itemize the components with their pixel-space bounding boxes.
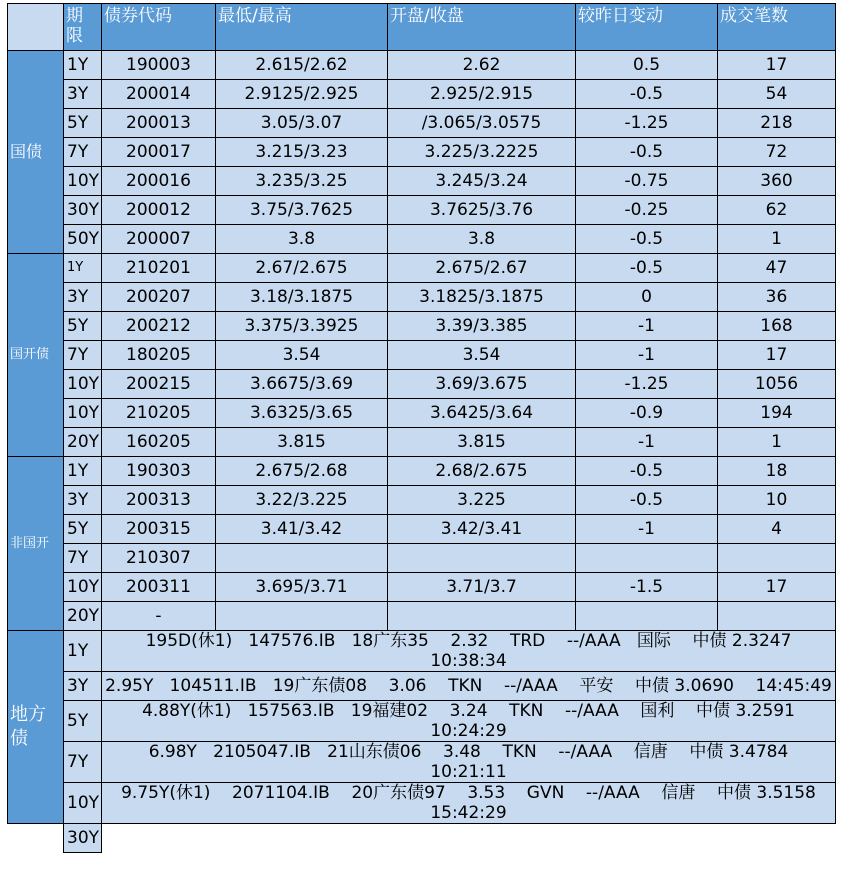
- period-cell: 20Y: [64, 428, 102, 457]
- change-cell: -0.25: [576, 196, 718, 225]
- code-cell: 200017: [102, 138, 216, 167]
- volume-cell: 10: [718, 486, 836, 515]
- period-cell: 30Y: [64, 824, 102, 853]
- lowhigh-cell: [216, 544, 388, 573]
- table-row: [8, 672, 836, 701]
- openclose-cell: 3.42/3.41: [388, 515, 576, 544]
- category-label: 国开债: [8, 254, 64, 457]
- lowhigh-cell: 2.67/2.675: [216, 254, 388, 283]
- lowhigh-cell: 2.9125/2.925: [216, 80, 388, 109]
- table-row: [8, 370, 836, 399]
- table-row: [8, 742, 836, 783]
- table-row: [8, 51, 836, 80]
- header-code: 债券代码: [102, 4, 216, 51]
- change-cell: 0.5: [576, 51, 718, 80]
- header-change: 较昨日变动: [576, 4, 718, 51]
- change-cell: -1: [576, 312, 718, 341]
- openclose-cell: /3.065/3.0575: [388, 109, 576, 138]
- period-cell: 3Y: [64, 486, 102, 515]
- table-row: [8, 824, 836, 853]
- change-cell: -0.5: [576, 225, 718, 254]
- openclose-cell: 3.71/3.7: [388, 573, 576, 602]
- period-cell: 3Y: [64, 283, 102, 312]
- change-cell: -0.5: [576, 254, 718, 283]
- blank-cell: [102, 824, 836, 853]
- change-cell: -0.5: [576, 80, 718, 109]
- period-cell: 1Y: [64, 254, 102, 283]
- lowhigh-cell: 3.215/3.23: [216, 138, 388, 167]
- table-row: [8, 80, 836, 109]
- volume-cell: 194: [718, 399, 836, 428]
- code-cell: -: [102, 602, 216, 631]
- lowhigh-cell: 3.375/3.3925: [216, 312, 388, 341]
- lowhigh-cell: 3.05/3.07: [216, 109, 388, 138]
- volume-cell: 17: [718, 341, 836, 370]
- change-cell: 0: [576, 283, 718, 312]
- volume-cell: 360: [718, 167, 836, 196]
- period-cell: 7Y: [64, 742, 102, 783]
- header-openclose: 开盘/收盘: [388, 4, 576, 51]
- table-row: [8, 399, 836, 428]
- period-cell: 10Y: [64, 370, 102, 399]
- header-row: [8, 4, 836, 51]
- change-cell: -0.5: [576, 457, 718, 486]
- change-cell: [576, 602, 718, 631]
- period-cell: 10Y: [64, 399, 102, 428]
- table-row: [8, 602, 836, 631]
- lowhigh-cell: 3.695/3.71: [216, 573, 388, 602]
- volume-cell: [718, 544, 836, 573]
- lowhigh-cell: 3.18/3.1875: [216, 283, 388, 312]
- volume-cell: 72: [718, 138, 836, 167]
- period-cell: 1Y: [64, 51, 102, 80]
- lowhigh-cell: 3.75/3.7625: [216, 196, 388, 225]
- volume-cell: 168: [718, 312, 836, 341]
- code-cell: 210201: [102, 254, 216, 283]
- period-cell: 10Y: [64, 783, 102, 824]
- blank-cell: [8, 824, 64, 853]
- change-cell: -1.25: [576, 109, 718, 138]
- lowhigh-cell: 3.235/3.25: [216, 167, 388, 196]
- volume-cell: 17: [718, 51, 836, 80]
- bond-trading-table: [7, 3, 836, 853]
- change-cell: [576, 544, 718, 573]
- code-cell: 210205: [102, 399, 216, 428]
- category-label: 非国开: [8, 457, 64, 631]
- period-cell: 5Y: [64, 701, 102, 742]
- openclose-cell: 3.245/3.24: [388, 167, 576, 196]
- code-cell: 190303: [102, 457, 216, 486]
- period-cell: 1Y: [64, 457, 102, 486]
- code-cell: 200212: [102, 312, 216, 341]
- openclose-cell: [388, 544, 576, 573]
- local-bond-info: 4.88Y(休1) 157563.IB 19福建02 3.24 TKN --/AAA 国利 中债 3.2591 10:24:29: [102, 701, 836, 742]
- openclose-cell: 3.7625/3.76: [388, 196, 576, 225]
- change-cell: -0.9: [576, 399, 718, 428]
- table-row: [8, 486, 836, 515]
- volume-cell: [718, 602, 836, 631]
- table-row: [8, 167, 836, 196]
- openclose-cell: 2.68/2.675: [388, 457, 576, 486]
- change-cell: -1: [576, 515, 718, 544]
- table-row: [8, 196, 836, 225]
- code-cell: 180205: [102, 341, 216, 370]
- header-lowhigh: 最低/最高: [216, 4, 388, 51]
- local-bond-info: 6.98Y 2105047.IB 21山东债06 3.48 TKN --/AAA 信唐 中债 3.4784 10:21:11: [102, 742, 836, 783]
- table-row: [8, 457, 836, 486]
- table-row: [8, 225, 836, 254]
- change-cell: -0.75: [576, 167, 718, 196]
- local-bond-info: 9.75Y(休1) 2071104.IB 20广东债97 3.53 GVN --/AAA 信唐 中债 3.5158 15:42:29: [102, 783, 836, 824]
- change-cell: -1.25: [576, 370, 718, 399]
- lowhigh-cell: 3.815: [216, 428, 388, 457]
- code-cell: 200014: [102, 80, 216, 109]
- openclose-cell: 3.39/3.385: [388, 312, 576, 341]
- period-cell: 5Y: [64, 109, 102, 138]
- code-cell: 200313: [102, 486, 216, 515]
- openclose-cell: [388, 602, 576, 631]
- code-cell: 200016: [102, 167, 216, 196]
- period-cell: 30Y: [64, 196, 102, 225]
- openclose-cell: 3.225: [388, 486, 576, 515]
- openclose-cell: 3.8: [388, 225, 576, 254]
- header-period: 期限: [64, 4, 102, 51]
- code-cell: 200013: [102, 109, 216, 138]
- table-row: [8, 428, 836, 457]
- volume-cell: 36: [718, 283, 836, 312]
- lowhigh-cell: 3.6325/3.65: [216, 399, 388, 428]
- header-corner: [8, 4, 64, 51]
- table-row: [8, 515, 836, 544]
- local-bond-info: 195D(休1) 147576.IB 18广东35 2.32 TRD --/AAA 国际 中债 2.3247 10:38:34: [102, 631, 836, 672]
- openclose-cell: 3.54: [388, 341, 576, 370]
- period-cell: 7Y: [64, 341, 102, 370]
- code-cell: 210307: [102, 544, 216, 573]
- lowhigh-cell: 3.6675/3.69: [216, 370, 388, 399]
- code-cell: 200311: [102, 573, 216, 602]
- period-cell: 20Y: [64, 602, 102, 631]
- period-cell: 10Y: [64, 167, 102, 196]
- code-cell: 200215: [102, 370, 216, 399]
- code-cell: 200207: [102, 283, 216, 312]
- table-row: [8, 283, 836, 312]
- change-cell: -1.5: [576, 573, 718, 602]
- lowhigh-cell: 3.22/3.225: [216, 486, 388, 515]
- volume-cell: 47: [718, 254, 836, 283]
- category-label: 国债: [8, 51, 64, 254]
- code-cell: 200007: [102, 225, 216, 254]
- volume-cell: 1: [718, 428, 836, 457]
- table-row: [8, 783, 836, 824]
- header-volume: 成交笔数: [718, 4, 836, 51]
- lowhigh-cell: 2.675/2.68: [216, 457, 388, 486]
- lowhigh-cell: [216, 602, 388, 631]
- table-row: [8, 341, 836, 370]
- openclose-cell: 3.6425/3.64: [388, 399, 576, 428]
- code-cell: 190003: [102, 51, 216, 80]
- period-cell: 50Y: [64, 225, 102, 254]
- period-cell: 5Y: [64, 312, 102, 341]
- table-row: [8, 109, 836, 138]
- volume-cell: 4: [718, 515, 836, 544]
- period-cell: 5Y: [64, 515, 102, 544]
- table-row: [8, 573, 836, 602]
- table-row: [8, 631, 836, 672]
- table-row: [8, 544, 836, 573]
- openclose-cell: 3.815: [388, 428, 576, 457]
- period-cell: 7Y: [64, 544, 102, 573]
- change-cell: -1: [576, 428, 718, 457]
- table-row: [8, 701, 836, 742]
- table-row: [8, 138, 836, 167]
- lowhigh-cell: 3.54: [216, 341, 388, 370]
- table-row: [8, 312, 836, 341]
- local-bond-info: 2.95Y 104511.IB 19广东债08 3.06 TKN --/AAA 平安 中债 3.0690 14:45:49: [102, 672, 836, 701]
- category-label: 地方债: [8, 631, 64, 824]
- volume-cell: 62: [718, 196, 836, 225]
- lowhigh-cell: 3.41/3.42: [216, 515, 388, 544]
- change-cell: -0.5: [576, 486, 718, 515]
- openclose-cell: 2.62: [388, 51, 576, 80]
- volume-cell: 218: [718, 109, 836, 138]
- volume-cell: 17: [718, 573, 836, 602]
- openclose-cell: 3.225/3.2225: [388, 138, 576, 167]
- period-cell: 10Y: [64, 573, 102, 602]
- code-cell: 200315: [102, 515, 216, 544]
- period-cell: 3Y: [64, 80, 102, 109]
- volume-cell: 1: [718, 225, 836, 254]
- volume-cell: 1056: [718, 370, 836, 399]
- volume-cell: 18: [718, 457, 836, 486]
- openclose-cell: 3.1825/3.1875: [388, 283, 576, 312]
- openclose-cell: 2.925/2.915: [388, 80, 576, 109]
- table-row: [8, 254, 836, 283]
- lowhigh-cell: 2.615/2.62: [216, 51, 388, 80]
- volume-cell: 54: [718, 80, 836, 109]
- period-cell: 1Y: [64, 631, 102, 672]
- change-cell: -1: [576, 341, 718, 370]
- code-cell: 200012: [102, 196, 216, 225]
- change-cell: -0.5: [576, 138, 718, 167]
- openclose-cell: 3.69/3.675: [388, 370, 576, 399]
- period-cell: 7Y: [64, 138, 102, 167]
- openclose-cell: 2.675/2.67: [388, 254, 576, 283]
- period-cell: 3Y: [64, 672, 102, 701]
- lowhigh-cell: 3.8: [216, 225, 388, 254]
- code-cell: 160205: [102, 428, 216, 457]
